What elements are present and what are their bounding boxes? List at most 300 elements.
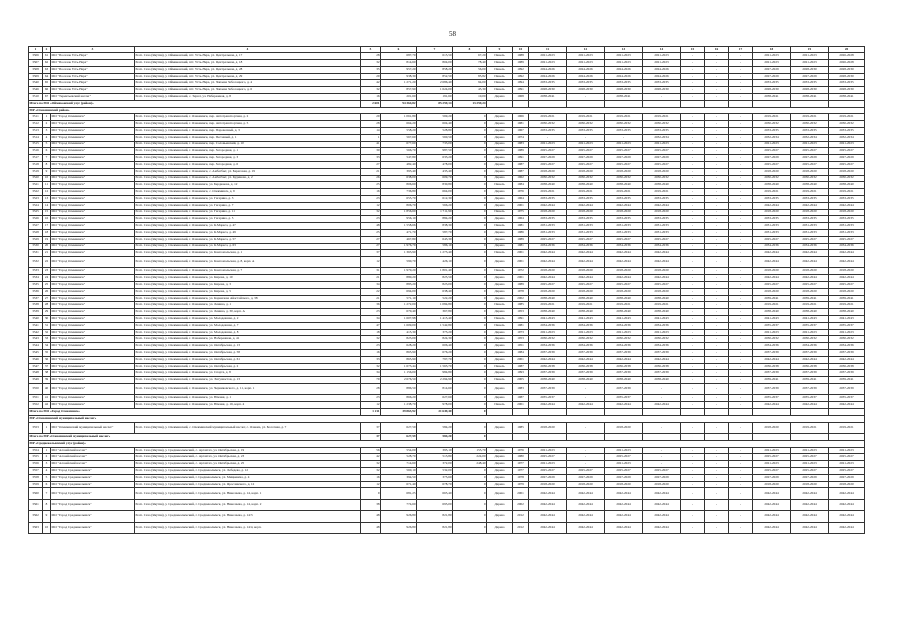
table-cell: 12 — [361, 402, 381, 409]
table-cell: 687,70 — [381, 53, 417, 60]
table-cell: 2034-2036 — [829, 343, 865, 350]
table-cell: 2032-2034 — [791, 134, 829, 141]
table-cell: 2038-2041 — [605, 93, 643, 100]
table-cell: 2035-2037 — [529, 395, 567, 402]
table-cell: 3526 — [29, 216, 43, 223]
table-cell: 191,60 — [417, 93, 453, 100]
table-cell: 2031-2033 — [567, 229, 605, 236]
table-cell: 2021-2023 — [605, 461, 643, 468]
table-cell: 736,80 — [381, 189, 417, 196]
table-cell: 677,60 — [381, 141, 417, 148]
table-cell: 830,80 — [417, 182, 453, 189]
table-cell: 612,30 — [417, 195, 453, 202]
table-cell: МО "Город Олекминск" — [51, 195, 135, 202]
table-cell: 0 — [453, 356, 487, 363]
table-cell: - — [705, 168, 729, 175]
table-cell: МО "Город Олекминск" — [51, 209, 135, 216]
table-cell: Дерево — [487, 236, 513, 243]
table-cell: 2018-2020 — [829, 209, 865, 216]
table-cell: МО "Город Олекминск" — [51, 309, 135, 316]
column-header: 11 — [529, 47, 567, 53]
table-cell: 0 — [453, 195, 487, 202]
table-cell: 23 — [361, 395, 381, 402]
table-cell: - — [705, 93, 729, 100]
table-cell: Респ. Саха (Якутия), у. Среднеколымский, с. Аргахтах, ул. Октябрьская, д. 19 — [135, 447, 361, 454]
table-cell: 886,50 — [381, 384, 417, 395]
table-cell: 884,20 — [417, 216, 453, 223]
table-cell: 2025-2027 — [529, 467, 567, 474]
table-cell: 2042-2044 — [753, 356, 791, 363]
table-cell: 2038-2040 — [643, 295, 681, 302]
table-cell: - — [567, 384, 605, 395]
table-cell: 3522 — [29, 189, 43, 196]
table-cell: - — [643, 93, 681, 100]
table-cell: МО "Алазейский наслег" — [51, 461, 135, 468]
table-cell: 2021-2023 — [829, 141, 865, 148]
table-cell: 2027-2029 — [753, 155, 791, 162]
table-cell: - — [567, 461, 605, 468]
table-cell: - — [705, 59, 729, 66]
column-header: 10 — [513, 47, 529, 53]
table-cell: 3521 — [29, 182, 43, 189]
table-cell: Респ. Саха (Якутия), у. Олекминский, г. Олекминск, ул. Гагарина, д. 11 — [135, 209, 361, 216]
table-cell: 2025-2027 — [753, 148, 791, 155]
table-cell: МО "Город Олекминск" — [51, 216, 135, 223]
table-cell: 3535 — [29, 282, 43, 289]
table-cell: 0 — [453, 182, 487, 189]
table-cell: Дерево — [487, 134, 513, 141]
table-cell: - — [681, 499, 705, 510]
table-cell: Респ. Саха (Якутия), у. Олекминский, г. Олекминск, ул. Октябрьская, д. 61 — [135, 356, 361, 363]
table-cell: 2042-2044 — [643, 250, 681, 257]
table-cell: 2037-2039 — [753, 350, 791, 357]
table-cell: 2025-2027 — [605, 454, 643, 461]
table-cell: 2034-2036 — [567, 243, 605, 250]
table-cell: 6 — [43, 481, 51, 488]
table-cell: 3563 — [29, 522, 43, 533]
table-cell: 67,20 — [453, 53, 487, 60]
table-cell: 1981 — [513, 322, 529, 329]
table-cell: - — [681, 511, 705, 522]
table-cell: - — [705, 522, 729, 533]
table-row — [29, 336, 865, 343]
table-cell: 2042-2044 — [753, 499, 791, 510]
table-cell: 0 — [453, 302, 487, 309]
table-cell: 2037-2039 — [567, 370, 605, 377]
table-cell: 2038-2040 — [643, 309, 681, 316]
table-cell: 2027-2029 — [567, 474, 605, 481]
table-cell: 664,20 — [381, 121, 417, 128]
table-cell: Панель — [487, 66, 513, 73]
table-cell: Респ. Саха (Якутия), у. Среднеколымский, г. Среднеколымск, ул. Лебедева, д. 12 — [135, 467, 361, 474]
table-cell: Респ. Саха (Якутия), у. Олекминский, г. Олекминск, ул. Набережная, д. 41 — [135, 336, 361, 343]
table-row — [29, 66, 865, 73]
table-cell: 2019-2021 — [529, 302, 567, 309]
table-cell: 2025-2027 — [567, 282, 605, 289]
table-cell: 2035-2037 — [829, 322, 865, 329]
table-cell: 2018-2020 — [643, 481, 681, 488]
total-cell — [513, 434, 529, 441]
table-cell: 2018-2020 — [753, 481, 791, 488]
table-cell: 1962 — [513, 175, 529, 182]
table-cell: - — [729, 302, 753, 309]
table-cell: - — [681, 53, 705, 60]
table-cell: - — [729, 236, 753, 243]
table-cell: 2042-2044 — [567, 202, 605, 209]
table-cell: 21 — [43, 250, 51, 257]
table-cell: 0 — [453, 395, 487, 402]
table-cell: 1 061,89 — [381, 114, 417, 121]
table-cell: Респ. Саха (Якутия), у. Олекминский, г. Олекминск, ул. К.Маркса, д. 47 — [135, 223, 361, 230]
table-cell: 0 — [453, 467, 487, 474]
table-cell: - — [705, 363, 729, 370]
table-cell: 38 — [43, 370, 51, 377]
table-cell: 2037-2039 — [529, 370, 567, 377]
table-cell: 21 — [361, 168, 381, 175]
table-cell: 2034-2036 — [643, 343, 681, 350]
table-cell: - — [705, 474, 729, 481]
table-cell: 25 — [361, 182, 381, 189]
table-cell: 0 — [453, 329, 487, 336]
table-cell: 2025-2027 — [643, 282, 681, 289]
table-cell: 1953 — [513, 336, 529, 343]
table-row — [29, 288, 865, 295]
table-cell: - — [567, 93, 605, 100]
table-cell: 16 — [43, 216, 51, 223]
column-header: 7 — [417, 47, 453, 53]
table-cell: 2031-2033 — [791, 223, 829, 230]
table-cell: 16 — [361, 474, 381, 481]
table-cell: 32 — [361, 363, 381, 370]
table-cell: 35 — [43, 350, 51, 357]
table-cell: - — [729, 161, 753, 168]
table-cell: 2042-2044 — [567, 356, 605, 363]
table-row — [29, 302, 865, 309]
table-cell: 638,40 — [417, 288, 453, 295]
table-cell: 2034-2036 — [829, 243, 865, 250]
table-cell: 2031-2033 — [643, 223, 681, 230]
table-cell: 0 — [453, 522, 487, 533]
table-cell: 48 — [361, 511, 381, 522]
table-cell: 12 — [43, 189, 51, 196]
table-cell: 695,00 — [417, 499, 453, 510]
table-cell: Дерево — [487, 350, 513, 357]
table-cell: 2019-2021 — [791, 189, 829, 196]
table-cell: 2001 — [513, 488, 529, 499]
table-cell: 2001 — [513, 356, 529, 363]
table-cell: 2019-2021 — [753, 302, 791, 309]
table-cell: - — [729, 182, 753, 189]
table-cell: Дерево — [487, 511, 513, 522]
table-cell: - — [705, 481, 729, 488]
table-cell: 2025-2027 — [567, 148, 605, 155]
table-cell: 0 — [453, 288, 487, 295]
table-cell: Респ. Саха (Якутия), у. Олекминский, г. Олекминск, ул. Молодежная, д. 8 — [135, 329, 361, 336]
table-cell: Респ. Саха (Якутия), у. Олекминский, г. Олекминск, ул. К.Маркса, д. 63 — [135, 243, 361, 250]
table-cell: 2027-2029 — [791, 474, 829, 481]
table-cell: - — [729, 141, 753, 148]
total-cell — [643, 100, 681, 107]
table-cell: 2018-2020 — [753, 268, 791, 275]
table-cell: Респ. Саха (Якутия), у. Среднеколымский, г. Среднеколымск, ул. Мицкевича, д. 4 — [135, 474, 361, 481]
total-cell — [753, 434, 791, 441]
table-cell: 2030-2032 — [791, 121, 829, 128]
table-cell: 1 415,40 — [417, 316, 453, 323]
table-cell: 2021-2023 — [567, 59, 605, 66]
table-cell: 513,80 — [417, 454, 453, 461]
table-cell: 67 — [43, 93, 51, 100]
total-cell: 13 259,24 — [453, 100, 487, 107]
table-cell: - — [681, 282, 705, 289]
table-cell: 2042-2044 — [567, 522, 605, 533]
table-cell: 0 — [453, 189, 487, 196]
total-cell: 0 — [453, 409, 487, 416]
table-cell: 1976 — [513, 447, 529, 454]
table-cell: 2018-2020 — [643, 168, 681, 175]
table-cell: Респ. Саха (Якутия), у. Олекминский, г. Олекминск, ул. Ленина, д. 30, корп. А — [135, 309, 361, 316]
table-cell: 2034-2036 — [643, 322, 681, 329]
table-cell: 1987 — [513, 363, 529, 370]
section-header-row — [29, 415, 865, 422]
table-cell: Дерево — [487, 229, 513, 236]
column-header: 4 — [135, 47, 361, 53]
table-cell: 2033-2035 — [791, 216, 829, 223]
table-cell: 41 — [361, 141, 381, 148]
table-cell: МО "Город Олекминск" — [51, 161, 135, 168]
table-cell: 2 — [43, 454, 51, 461]
table-cell: 665,40 — [417, 488, 453, 499]
table-cell: 2030-2032 — [643, 175, 681, 182]
table-cell: 1 607,98 — [381, 316, 417, 323]
table-cell: 0 — [453, 134, 487, 141]
table-cell: 1984 — [513, 350, 529, 357]
table-cell: 2042-2044 — [605, 522, 643, 533]
table-cell: Панель — [487, 402, 513, 409]
table-cell: - — [681, 127, 705, 134]
table-cell: - — [705, 422, 729, 433]
table-cell: 2033-2035 — [829, 127, 865, 134]
table-cell: 31 — [43, 322, 51, 329]
table-cell: - — [705, 395, 729, 402]
table-cell: 3562 — [29, 511, 43, 522]
table-cell: 2019-2021 — [567, 302, 605, 309]
table-cell: 2033-2035 — [643, 216, 681, 223]
table-cell: 2030-2032 — [567, 175, 605, 182]
table-cell: 2018-2020 — [753, 288, 791, 295]
table-cell: 2021-2023 — [753, 461, 791, 468]
table-cell: Дерево — [487, 522, 513, 533]
table-cell: Панель — [487, 322, 513, 329]
table-cell: 2030-2032 — [529, 336, 567, 343]
table-cell: 15 — [43, 209, 51, 216]
table-cell: 2034-2036 — [529, 343, 567, 350]
table-cell: - — [681, 454, 705, 461]
table-cell: 560,10 — [381, 467, 417, 474]
table-cell: 2031-2033 — [829, 223, 865, 230]
total-cell — [681, 434, 705, 441]
table-cell: 0 — [453, 295, 487, 302]
table-cell: 2042-2044 — [567, 250, 605, 257]
table-cell: 0 — [453, 202, 487, 209]
table-cell: Дерево — [487, 168, 513, 175]
table-cell: 37 — [361, 250, 381, 257]
table-cell: 435,40 — [417, 168, 453, 175]
table-cell: 566,70 — [381, 148, 417, 155]
table-cell: МО "Город Олекминск" — [51, 295, 135, 302]
table-cell: 3513 — [29, 127, 43, 134]
table-row — [29, 250, 865, 257]
table-cell: 2025-2027 — [829, 454, 865, 461]
table-cell: 2018-2020 — [643, 209, 681, 216]
table-row — [29, 216, 865, 223]
column-header: 14 — [643, 47, 681, 53]
table-cell: 1991 — [513, 87, 529, 94]
total-cell — [729, 434, 753, 441]
table-row — [29, 350, 865, 357]
table-cell: 1 563,70 — [417, 363, 453, 370]
table-cell: 395,10 — [417, 447, 453, 454]
table-cell: 2018-2020 — [643, 268, 681, 275]
table-cell: 37 — [361, 422, 381, 433]
table-cell: 1978 — [513, 288, 529, 295]
table-cell: МО "Город Олекминск" — [51, 322, 135, 329]
table-cell: 2027-2029 — [829, 474, 865, 481]
table-cell: 2021-2023 — [529, 53, 567, 60]
table-cell: 0 — [453, 229, 487, 236]
table-cell: 3525 — [29, 209, 43, 216]
table-cell: 2042-2044 — [753, 202, 791, 209]
table-cell: - — [681, 363, 705, 370]
table-cell: 2042-2044 — [829, 402, 865, 409]
table-cell: 2035-2037 — [791, 322, 829, 329]
table-cell: 2025-2027 — [529, 161, 567, 168]
table-cell: 2037-2039 — [605, 384, 643, 395]
table-cell: 2033-2035 — [567, 80, 605, 87]
table-cell: Дерево — [487, 288, 513, 295]
table-cell: 2031-2033 — [791, 229, 829, 236]
table-cell: 3 — [43, 461, 51, 468]
table-cell: МО "Город Олекминск" — [51, 182, 135, 189]
table-cell: - — [729, 209, 753, 216]
table-cell: 0 — [453, 350, 487, 357]
table-cell: 2021-2023 — [529, 461, 567, 468]
table-cell: 471,70 — [381, 229, 417, 236]
table-cell: 670,40 — [381, 309, 417, 316]
table-cell: - — [681, 66, 705, 73]
table-cell: 1978 — [513, 474, 529, 481]
table-cell: 590,70 — [381, 257, 417, 268]
table-cell: 1 — [43, 422, 51, 433]
table-cell: 9 — [43, 168, 51, 175]
table-cell: 2002 — [513, 295, 529, 302]
table-cell: 2037-2039 — [791, 370, 829, 377]
table-cell: МО "Город Олекминск" — [51, 223, 135, 230]
table-cell: Респ. Саха (Якутия), у. Олекминский, г. Олекминск, ул. Ленина, д. 1 — [135, 302, 361, 309]
table-cell: 2001 — [513, 250, 529, 257]
table-cell: 2037-2039 — [643, 350, 681, 357]
table-cell: 56,00 — [453, 66, 487, 73]
table-cell: - — [705, 350, 729, 357]
total-cell — [643, 409, 681, 416]
table-cell: 560,50 — [417, 134, 453, 141]
column-header: 6 — [381, 47, 417, 53]
total-cell — [729, 100, 753, 107]
table-cell: 20 — [43, 243, 51, 250]
table-cell: 1973 — [513, 329, 529, 336]
table-cell: 28 — [361, 121, 381, 128]
table-cell: - — [705, 121, 729, 128]
table-cell: 155,70 — [453, 447, 487, 454]
table-row — [29, 422, 865, 433]
table-cell: 39 — [43, 377, 51, 384]
total-cell — [567, 100, 605, 107]
table-row — [29, 53, 865, 60]
table-cell: 2021-2023 — [829, 447, 865, 454]
table-cell: 3541 — [29, 322, 43, 329]
table-cell: 2037-2039 — [605, 370, 643, 377]
table-cell: 2026-2028 — [829, 53, 865, 60]
table-cell: 2019-2021 — [753, 189, 791, 196]
table-cell: - — [729, 350, 753, 357]
table-cell: 3529 — [29, 236, 43, 243]
table-cell: 0 — [453, 250, 487, 257]
table-cell: 0 — [453, 499, 487, 510]
table-row — [29, 395, 865, 402]
table-cell: 2018-2020 — [753, 422, 791, 433]
table-cell: Респ. Саха (Якутия), у. Оймяконский, пгт. Усть-Нера, ул. Центральная, д. 17 — [135, 53, 361, 60]
table-cell: 2019-2021 — [529, 114, 567, 121]
table-cell: 2034-2036 — [753, 343, 791, 350]
table-cell: 21 — [361, 295, 381, 302]
table-cell: 2031-2033 — [529, 223, 567, 230]
table-cell: МО "Поселок Усть-Нера" — [51, 53, 135, 60]
table-cell: 85,82 — [453, 73, 487, 80]
table-cell: 201,60 — [381, 93, 417, 100]
table-cell: - — [567, 447, 605, 454]
table-cell: 367,80 — [417, 309, 453, 316]
table-cell: 2019-2021 — [829, 189, 865, 196]
table-cell: 2038-2041 — [753, 93, 791, 100]
table-cell: - — [705, 377, 729, 384]
table-cell: 5 — [43, 474, 51, 481]
table-cell: - — [681, 295, 705, 302]
table-cell: 883,20 — [381, 282, 417, 289]
table-cell: - — [729, 114, 753, 121]
table-cell: 2025-2027 — [829, 161, 865, 168]
table-cell: 2019-2021 — [791, 114, 829, 121]
table-cell: 2005 — [513, 377, 529, 384]
total-cell — [487, 434, 513, 441]
table-cell: 865,90 — [381, 356, 417, 363]
table-cell: Дерево — [487, 447, 513, 454]
table-cell: 3512 — [29, 121, 43, 128]
table-row — [29, 189, 865, 196]
table-cell: 0 — [453, 223, 487, 230]
table-cell: 1968 — [513, 93, 529, 100]
table-cell: - — [681, 250, 705, 257]
page-number: 58 — [449, 30, 456, 38]
table-cell: - — [567, 134, 605, 141]
table-cell: 2038-2040 — [605, 182, 643, 189]
table-cell: 1 271,20 — [381, 80, 417, 87]
table-cell: 2037-2039 — [753, 384, 791, 395]
table-cell: 2028-2030 — [529, 87, 567, 94]
table-cell: 865,90 — [381, 350, 417, 357]
table-cell: МО "Город Олекминск" — [51, 148, 135, 155]
table-cell: - — [705, 134, 729, 141]
table-cell: - — [729, 134, 753, 141]
table-cell: 3520 — [29, 175, 43, 182]
